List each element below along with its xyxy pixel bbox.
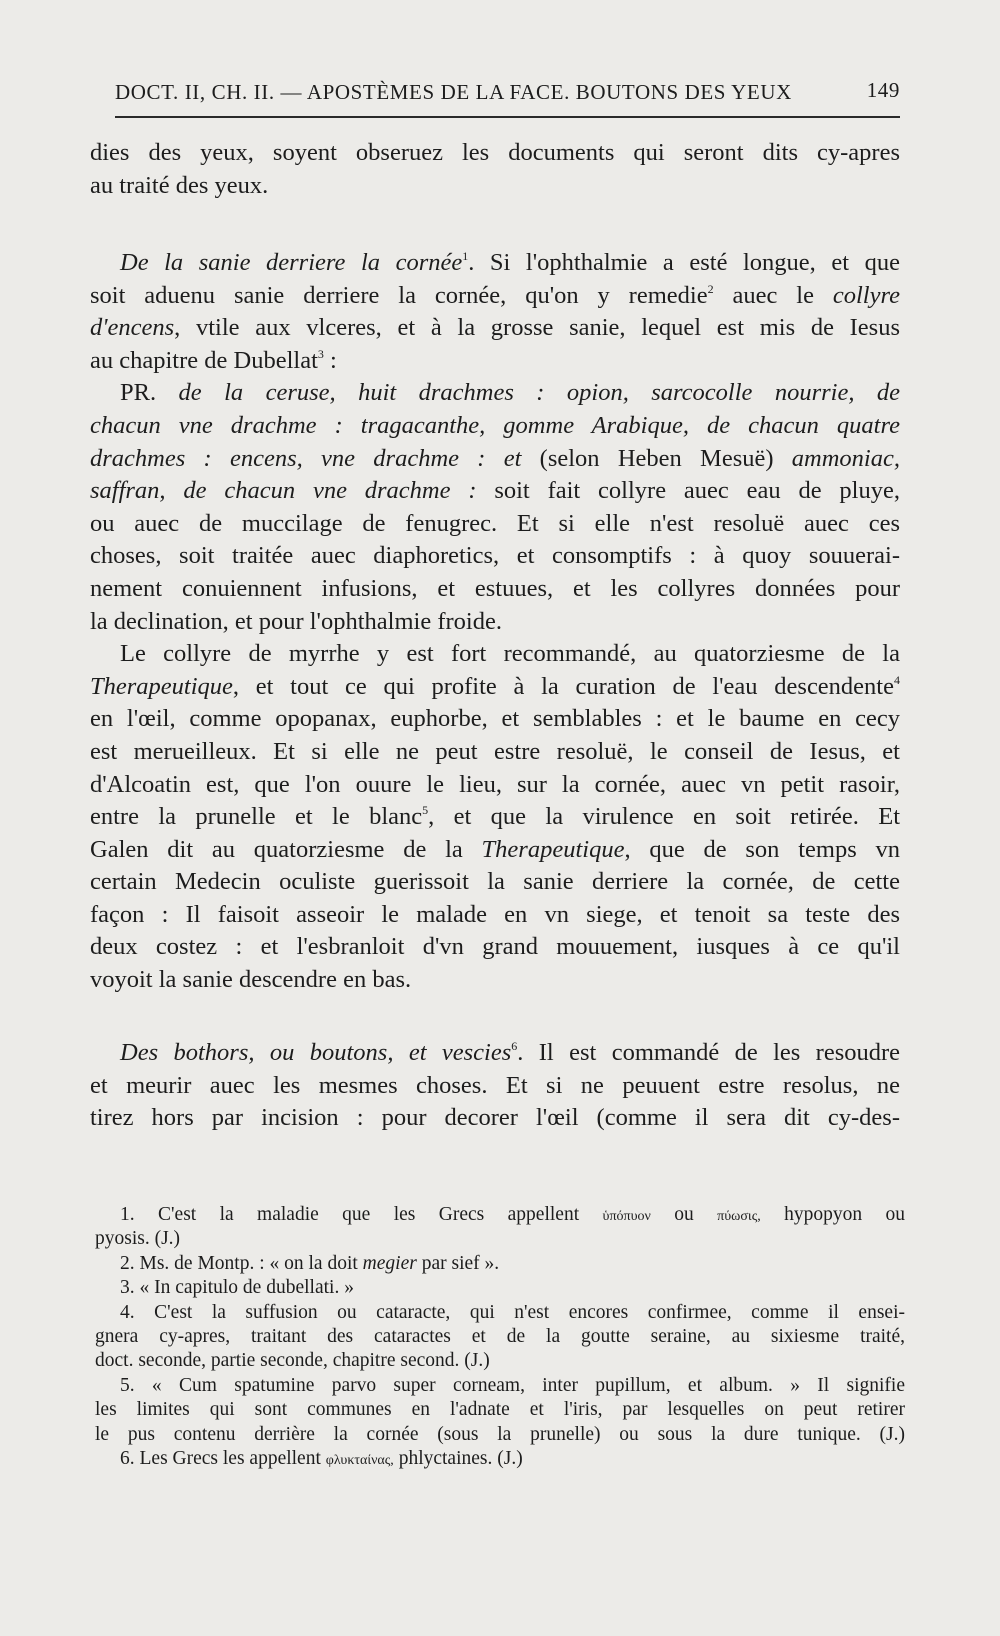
footnote-ref: 2 (707, 281, 714, 296)
text-line: soit aduenu sanie derriere la cornée, qu'on y remedie$^2$ auec le collyre (90, 281, 900, 309)
text-line: certain Medecin oculiste guerissoit la sanie derriere la cornée, de cette (90, 868, 900, 896)
text-line: drachmes : encens, vne drachme : et (selon Heben Mesuë) ammoniac, (90, 444, 900, 472)
section-bothors (90, 1037, 900, 1135)
text-line: voyoit la sanie descendre en bas. (90, 966, 412, 994)
text-line: De la sanie derriere la cornée$^1$. Si l'ophthalmie a esté longue, et que (120, 249, 900, 276)
text-line: tirez hors par incision : pour decorer l'œil (comme il sera dit cy-des- (90, 1104, 900, 1132)
text-line: saffran, de chacun vne drachme : soit fait collyre auec eau de pluye, (90, 477, 900, 505)
section-sanie (90, 247, 900, 997)
text-line: choses, soit traitée auec diaphoretics, et consomptifs : à quoy souuerai- (90, 542, 900, 570)
footnote-line: 4. C'est la suffusion ou cataracte, qui n'est encores confirmee, comme il ensei- (120, 1301, 905, 1323)
paragraph-continuation (90, 137, 900, 202)
text-line: d'Alcoatin est, que l'on ouure le lieu, sur la cornée, auec vn petit rasoir, (90, 770, 900, 798)
text-line: au traité des yeux. (90, 171, 269, 199)
text-line: ou auec de muccilage de fenugrec. Et si elle n'est resoluë auec ces (90, 509, 900, 537)
text-line: PR. de la ceruse, huit drachmes : opion, sarcocolle nourrie, de (120, 379, 900, 407)
text-line: en l'œil, comme opopanax, euphorbe, et semblables : et le baume en cecy (90, 705, 900, 733)
footnote-ref: 6 (511, 1039, 518, 1053)
text-line: entre la prunelle et le blanc$^5$, et que la virulence en soit retirée. Et (90, 803, 900, 831)
text-line: Le collyre de myrrhe y est fort recommandé, au quatorziesme de la (120, 640, 900, 668)
section-heading: Des bothors, ou boutons, et vescies (120, 1039, 512, 1066)
running-header (115, 76, 900, 106)
footnote-line: le pus contenu derrière la cornée (sous la prunelle) ou sous la dure tunique. (J.) (95, 1423, 905, 1445)
footnotes (95, 1203, 905, 1471)
footnote-line: gnera cy-apres, traitant des cataractes et de la goutte seraine, au sixiesme traité, (95, 1325, 905, 1347)
footnote-ref: 3 (317, 346, 324, 361)
text-line: Galen dit au quatorziesme de la Therapeutique, que de son temps vn (90, 835, 900, 863)
text-line: est merueilleux. Et si elle ne peut estre resoluë, le conseil de Iesus, et (90, 737, 900, 765)
footnote-line: 1. C'est la maladie que les Grecs appellent ὑπόπυον ou πύωσις, hypopyon ou (120, 1204, 905, 1225)
footnote-ref: 5 (422, 803, 429, 818)
running-title: DOCT. II, CH. II. — APOSTÈMES DE LA FACE. BOUTONS DES YEUX (115, 80, 792, 104)
text-line: deux costez : et l'esbranloit d'vn grand mouuement, iusques à ce qu'il (90, 933, 900, 961)
footnote-line: 5. « Cum spatumine parvo super corneam, inter pupillum, et album. » Il signifie (120, 1374, 905, 1396)
text-line: Des bothors, ou boutons, et vescies$^6$. Il est commandé de les resoudre (120, 1039, 900, 1066)
text-line: la declination, et pour l'ophthalmie froide. (90, 607, 502, 635)
footnote-line: 2. Ms. de Montp. : « on la doit megier par sief ». (120, 1252, 500, 1274)
footnote-line: les limites qui sont communes en l'adnate et l'iris, par lesquelles on peut retirer (95, 1399, 905, 1421)
text-line: Therapeutique, et tout ce qui profite à la curation de l'eau descendente$^4$ (90, 672, 900, 700)
text-line: d'encens, vtile aux vlceres, et à la grosse sanie, lequel est mis de Iesus (90, 314, 900, 342)
text-line: dies des yeux, soyent obseruez les documents qui seront dits cy-apres (90, 139, 900, 166)
footnote-ref: 4 (894, 672, 900, 687)
footnote-line: 3. « In capitulo de dubellati. » (120, 1277, 354, 1299)
footnote-ref: 1 (462, 249, 469, 263)
text-line: façon : Il faisoit asseoir le malade en vn siege, et tenoit sa teste des (90, 900, 900, 928)
footnote-line: pyosis. (J.) (95, 1228, 181, 1250)
page-number: 149 (866, 78, 900, 102)
text-line: chacun vne drachme : tragacanthe, gomme Arabique, de chacun quatre (90, 411, 900, 439)
footnote-line: 6. Les Grecs les appellent φλυκταίνας, phlyctaines. (J.) (120, 1447, 523, 1469)
text-line: au chapitre de Dubellat$^3$ : (90, 346, 337, 374)
section-heading: De la sanie derriere la cornée (120, 249, 463, 276)
text-line: nement conuiennent infusions, et estuues, et les collyres données pour (90, 574, 900, 602)
footnote-line: doct. seconde, partie seconde, chapitre second. (J.) (95, 1350, 490, 1372)
header-rule (115, 116, 900, 118)
text-line: et meurir auec les mesmes choses. Et si ne peuuent estre resolus, ne (90, 1071, 900, 1099)
